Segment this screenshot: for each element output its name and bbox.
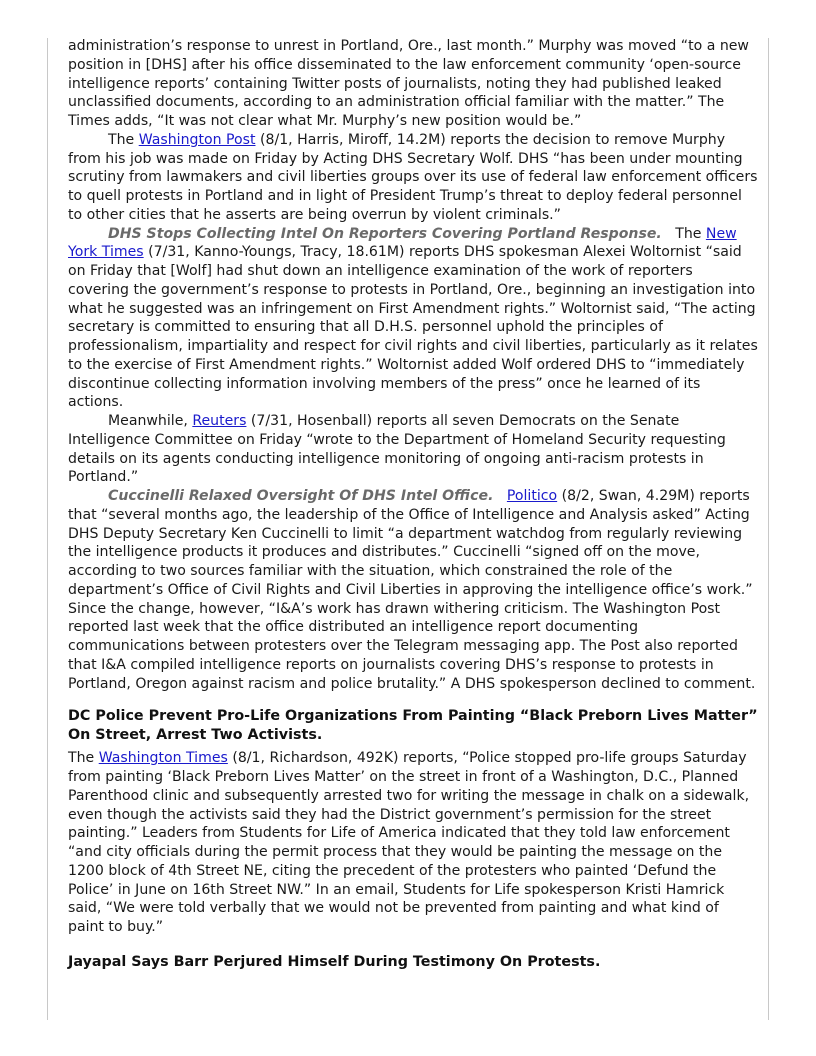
paragraph-dhs-stops — [68, 225, 758, 413]
document-body — [68, 37, 758, 976]
text-run: (7/31, Kanno-Youngs, Tracy, 18.61M) reports DHS spokesman Alexei Woltornist “said on Friday that [Wolf] had shut down an intelligence examination of the work of reporters covering the government’s response to protests in Portland, Ore., beginning an investigation into what he suggested was an infringement on First Amendment rights.” Woltornist said, “The acting secretary is committed to ensuring that all D.H.S. personnel uphold the principles of professionalism, impartiality and respect for civil rights and civil liberties, particularly as it relates to the exercise of First Amendment rights.” Woltornist added Wolf ordered DHS to “immediately discontinue collecting information involving members of the press” once he learned of its actions. — [68, 244, 758, 411]
left-margin-rule — [47, 38, 48, 1020]
subheading-cuccinelli: Cuccinelli Relaxed Oversight Of DHS Intel Office. — [108, 488, 494, 504]
source-link-washington-times[interactable]: Washington Times — [98, 750, 228, 767]
text-run: The — [661, 225, 706, 242]
source-link-politico[interactable]: Politico — [506, 488, 558, 504]
text-run: The — [108, 131, 139, 148]
text-run: Meanwhile, — [108, 413, 193, 429]
text-run: (8/1, Richardson, 492K) reports, “Police stopped pro-life groups Saturday from painting ‘Black Preborn Lives Matter’ on the street in front of a Washington, D.C., Planned Parenthood clinic and subsequently arrested two for writing the message in chalk on a sidewalk, even though the activists said they had the District government’s permission for the street painting.” Leaders from Students for Life of America indicated that they told law enforcement “and city officials during the permit process that they would be painting the message on the 1200 block of 4th Street NE, citing the precedent of the protesters who painted ‘Defund the Police’ in June on 16th Street NW.” In an email, Students for Life spokesperson Kristi Hamrick said, “We were told verbally that we would not be prevented from painting and what kind of paint to buy.” — [68, 750, 750, 935]
text-run: (7/31, Hosenball) reports all seven Democrats on the Senate Intelligence Committee on Friday “wrote to the Department of Homeland Security requesting details on its agents conducting intelligence monitoring of ongoing anti-racism protests in Portland.” — [68, 413, 726, 486]
paragraph-cuccinelli — [68, 487, 758, 693]
text-run: (8/1, Harris, Miroff, 14.2M) reports the decision to remove Murphy from his job was made on Friday by Acting DHS Secretary Wolf. DHS “has been under mounting scrutiny from lawmakers and civil liberties groups over its use of federal law enforcement officers to quell protests in Portland and in light of President Trump’s threat to deploy federal personnel to other cities that he asserts are being overrun by violent criminals.” — [68, 131, 758, 223]
headline-jayapal: Jayapal Says Barr Perjured Himself During Testimony On Protests. — [68, 953, 601, 970]
source-link-washington-post[interactable]: Washington Post — [138, 131, 256, 148]
paragraph-washington-post — [68, 131, 758, 225]
paragraph-continued: administration’s response to unrest in Portland, Ore., last month.” Murphy was moved “to a new position in [DHS] after his office disseminated to the law enforcement community ‘open-source intelligence reports’ containing Twitter posts of journalists, noting they had published leaked unclassified documents, according to an administration official familiar with the matter.” The Times adds, “It was not clear what Mr. Murphy’s new position would be.” — [68, 38, 749, 129]
headline-dc-police: DC Police Prevent Pro-Life Organizations From Painting “Black Preborn Lives Matter” On Street, Arrest Two Activists. — [68, 708, 758, 744]
text-run: (8/2, Swan, 4.29M) reports that “several months ago, the leadership of the Office of Intelligence and Analysis asked” Acting DHS Deputy Secretary Ken Cuccinelli to limit “a department watchdog from regularly reviewing the intelligence products it produces and distributes.” Cuccinelli “signed off on the move, according to two sources familiar with the situation, which constrained the role of the department’s Office of Civil Rights and Civil Liberties in approving the intelligence office’s work.” Since the change, however, “I&A’s work has drawn withering criticism. The Washington Post reported last week that the office distributed an intelligence report documenting communications between protesters over the Telegram messaging app. The Post also reported that I&A compiled intelligence reports on journalists covering DHS’s response to protests in Portland, Oregon against racism and police brutality.” A DHS spokesperson declined to comment. — [68, 488, 756, 692]
text-run: The — [68, 750, 99, 767]
right-margin-rule — [768, 38, 769, 1020]
subheading-dhs-stops: DHS Stops Collecting Intel On Reporters Covering Portland Response. — [108, 225, 662, 242]
text-run — [493, 488, 506, 504]
source-link-reuters[interactable]: Reuters — [192, 413, 247, 429]
source-link-new-york-times[interactable]: New York Times — [68, 225, 737, 261]
paragraph-washington-times — [68, 749, 758, 937]
paragraph-reuters — [68, 412, 758, 487]
